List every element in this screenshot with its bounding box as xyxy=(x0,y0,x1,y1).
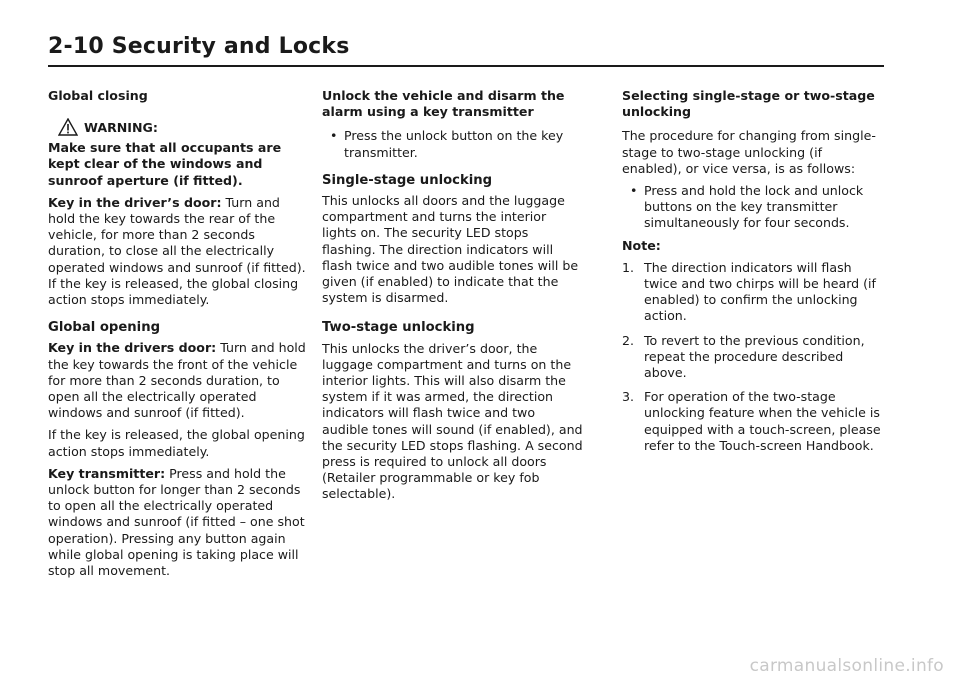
single-stage-heading: Single-stage unlocking xyxy=(322,172,493,188)
note-number: 1. xyxy=(622,259,635,275)
key-transmitter-text: Press and hold the unlock button for longer than 2 seconds to open all the electrically operated windows and sunroof (if fitted – one shot operation). Pressing any button again while global opening is taking place will stop all movement. xyxy=(48,465,305,579)
two-stage-heading: Two-stage unlocking xyxy=(322,320,475,336)
key-transmitter-paragraph xyxy=(48,466,310,579)
note-text: To revert to the previous condition, repeat the procedure described above. xyxy=(644,332,865,381)
unlock-heading: Unlock the vehicle and disarm the alarm using a key transmitter xyxy=(322,88,565,120)
key-transmitter-label: Key transmitter: xyxy=(48,465,166,481)
note-text: The direction indicators will flash twice and two chirps will be heard (if enabled) to confirm the unlocking action. xyxy=(644,259,876,324)
column-1 xyxy=(48,88,310,585)
key-driver-text: Turn and hold the key towards the rear of the vehicle, for more than 2 seconds duration, to close all the electrically operated windows and sunroof (if fitted). If the key is released, the global closing action stops immediately. xyxy=(48,194,306,308)
warning-title: WARNING: xyxy=(84,120,158,135)
selecting-bullet: • Press and hold the lock and unlock buttons on the key transmitter simultaneously for four seconds. xyxy=(622,183,884,232)
key-drivers-paragraph xyxy=(48,340,310,421)
warning-icon xyxy=(58,118,78,136)
selecting-heading: Selecting single-stage or two-stage unlocking xyxy=(622,88,875,120)
column-3 xyxy=(622,88,884,462)
warning-heading xyxy=(48,118,310,136)
note-item xyxy=(622,260,884,325)
unlock-bullet: • Press the unlock button on the key transmitter. xyxy=(322,128,584,160)
note-number: 3. xyxy=(622,389,635,405)
header-rule xyxy=(48,65,884,67)
key-drivers-label: Key in the drivers door: xyxy=(48,340,217,356)
selecting-text: The procedure for changing from single-stage to two-stage unlocking (if enabled), or vice versa, is as follows: xyxy=(622,128,876,176)
note-number: 2. xyxy=(622,332,635,348)
note-item xyxy=(622,389,884,454)
global-closing-heading: Global closing xyxy=(48,88,148,103)
key-drivers-text: Turn and hold the key towards the front of the vehicle for more than 2 seconds duration, to open all the electrically operated windows and sunroof (if fitted). xyxy=(48,340,306,421)
single-stage-text: This unlocks all doors and the luggage compartment and turns the interior lights on. The security LED stops flashing. The direction indicators will flash twice and two audible tones will be given (if enabled) to indicate that the system is disarmed. xyxy=(322,193,579,306)
global-opening-heading: Global opening xyxy=(48,320,161,336)
page-title: 2-10 Security and Locks xyxy=(48,34,350,59)
released-paragraph: If the key is released, the global opening action stops immediately. xyxy=(48,427,305,459)
watermark: carmanualsonline.info xyxy=(749,656,944,676)
note-label: Note: xyxy=(622,237,661,253)
key-driver-label: Key in the driver’s door: xyxy=(48,194,222,210)
two-stage-text: This unlocks the driver’s door, the luggage compartment and turns on the interior lights. This will also disarm the system if it was armed, the direction indicators will flash twice and two audible tones will sound (if enabled), and the security LED stops flashing. A second press is required to unlock all doors (Retailer programmable or key fob selectable). xyxy=(322,340,583,502)
note-item xyxy=(622,333,884,382)
column-2 xyxy=(322,88,584,509)
warning-text: Make sure that all occupants are kept clear of the windows and sunroof aperture (if fitted). xyxy=(48,140,282,188)
key-driver-paragraph xyxy=(48,195,310,308)
note-text: For operation of the two-stage unlocking feature when the vehicle is equipped with a touch-screen, please refer to the Touch-screen Handbook. xyxy=(644,389,881,453)
